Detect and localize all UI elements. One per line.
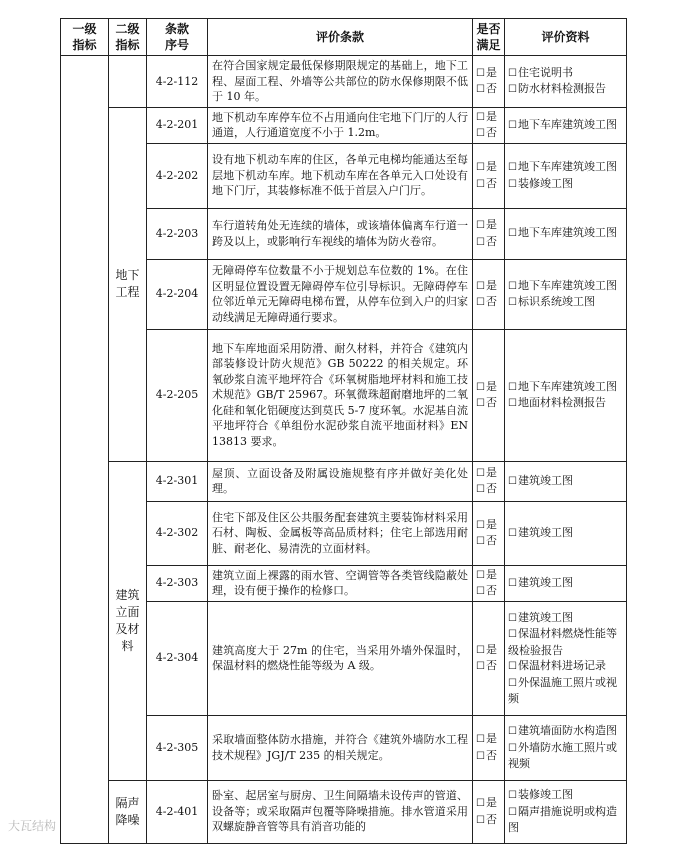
checkbox-icon[interactable]: ☐	[476, 536, 485, 547]
checkbox-icon[interactable]: ☐	[508, 398, 517, 409]
checkbox-icon[interactable]: ☐	[508, 612, 517, 624]
clause-content: 设有地下机动车库的住区，各单元电梯均能通达至每层地下机动车库。地下机动车库在各单元入口处设有地下门厅，其装修标准不低于首层入户门厅。	[208, 143, 473, 208]
yes-label: 是	[485, 517, 497, 531]
level2-cell	[109, 461, 147, 780]
level2-label-line: 工程	[115, 285, 140, 299]
header-material: 评价资料	[505, 19, 627, 56]
checkbox-icon[interactable]: ☐	[476, 467, 485, 479]
material-item[interactable]	[508, 379, 623, 396]
material-label: 建筑竣工图	[517, 575, 573, 589]
checkbox-icon[interactable]: ☐	[476, 236, 485, 248]
checkbox-icon[interactable]: ☐	[508, 84, 517, 96]
checkbox-icon[interactable]: ☐	[476, 734, 485, 745]
material-item[interactable]	[508, 81, 623, 98]
material-cell	[505, 461, 627, 501]
material-item[interactable]	[508, 723, 623, 740]
material-cell	[505, 601, 627, 715]
no-option[interactable]	[476, 533, 501, 550]
material-item[interactable]	[508, 626, 623, 658]
material-label: 装修竣工图	[517, 788, 573, 802]
level2-label-line: 地下	[115, 268, 140, 282]
yes-no-cell	[473, 208, 505, 259]
yes-option[interactable]	[476, 795, 501, 812]
clause-content: 无障碍停车位数量不小于规划总车位数的 1%。在住区明显位置设置无障碍停车位引导标识。无障碍停车位邻近单元无障碍电梯布置，从停车位到入户的归家动线满足无障碍通行要求。	[208, 259, 473, 329]
checkbox-icon[interactable]: ☐	[508, 806, 517, 818]
material-item[interactable]	[508, 225, 623, 242]
material-label: 隔声措施说明或构造图	[508, 804, 617, 835]
yes-option[interactable]	[476, 159, 501, 176]
clause-content: 采取墙面整体防水措施，并符合《建筑外墙防水工程技术规程》JGJ/T 235 的相关规定。	[208, 715, 473, 780]
checkbox-icon[interactable]: ☐	[476, 297, 485, 308]
clause-content: 车行道转角处无连续的墙体，或该墙体偏离车行道一跨及以上，或影响行车视线的墙体为防火卷帘。	[208, 208, 473, 259]
material-label: 地下车库建筑竣工图	[517, 117, 617, 131]
checkbox-icon[interactable]: ☐	[508, 629, 517, 640]
material-item[interactable]	[508, 176, 623, 193]
yes-option[interactable]	[476, 731, 501, 748]
material-item[interactable]	[508, 804, 623, 836]
no-label: 否	[485, 534, 497, 547]
clause-code: 4-2-204	[147, 259, 208, 329]
checkbox-icon[interactable]: ☐	[508, 661, 517, 672]
material-label: 地面材料检测报告	[517, 396, 606, 409]
yes-label: 是	[485, 65, 497, 79]
no-option[interactable]	[476, 81, 501, 98]
yes-no-cell	[473, 143, 505, 208]
material-item[interactable]	[508, 294, 623, 311]
clause-code: 4-2-304	[147, 601, 208, 715]
checkbox-icon[interactable]: ☐	[476, 798, 485, 809]
checkbox-icon[interactable]: ☐	[476, 519, 485, 531]
no-option[interactable]	[476, 234, 501, 251]
level2-label-line: 立面	[115, 604, 140, 619]
yes-label: 是	[485, 278, 497, 292]
clause-code: 4-2-303	[147, 565, 208, 601]
yes-option[interactable]	[476, 379, 501, 396]
checkbox-icon[interactable]: ☐	[476, 162, 485, 173]
no-label: 否	[485, 234, 497, 248]
no-option[interactable]	[476, 395, 501, 412]
yes-option[interactable]	[476, 217, 501, 234]
yes-option[interactable]	[476, 465, 501, 482]
no-option[interactable]	[476, 125, 501, 142]
checkbox-icon[interactable]: ☐	[476, 586, 485, 597]
clause-content: 地下机动车库停车位不占用通向住宅地下门厅的人行通道，人行通道宽度不小于 1.2m。	[208, 107, 473, 143]
level2-label-line: 隔声	[115, 795, 140, 810]
material-cell	[505, 715, 627, 780]
yes-no-cell	[473, 565, 505, 601]
yes-option[interactable]	[476, 109, 501, 126]
yes-no-cell	[473, 329, 505, 461]
yes-label: 是	[485, 109, 497, 123]
clause-content: 建筑立面上裸露的雨水管、空调管等各类管线隐蔽处理，设有便于操作的检修口。	[208, 565, 473, 601]
level2-label-line: 降噪	[115, 812, 140, 827]
yes-no-cell	[473, 107, 505, 143]
material-item[interactable]	[508, 787, 623, 804]
no-label: 否	[485, 482, 497, 495]
checkbox-icon[interactable]: ☐	[508, 726, 517, 738]
yes-label: 是	[485, 567, 497, 581]
checkbox-icon[interactable]: ☐	[476, 84, 485, 96]
checkbox-icon[interactable]: ☐	[508, 297, 517, 308]
checkbox-icon[interactable]: ☐	[476, 178, 485, 190]
material-label: 住宅说明书	[517, 65, 573, 79]
checkbox-icon[interactable]: ☐	[476, 644, 485, 656]
no-label: 否	[485, 176, 497, 190]
clause-code: 4-2-201	[147, 107, 208, 143]
material-label: 建筑竣工图	[517, 525, 573, 539]
no-option[interactable]	[476, 481, 501, 498]
material-label: 保温材料燃烧性能等级检验报告	[508, 627, 617, 657]
yes-label: 是	[485, 642, 497, 656]
checkbox-icon[interactable]: ☐	[476, 750, 485, 762]
level2-cell	[109, 780, 147, 843]
checkbox-icon[interactable]: ☐	[508, 677, 517, 689]
material-label: 保温材料进场记录	[517, 659, 606, 672]
checkbox-icon[interactable]: ☐	[508, 280, 517, 292]
table-row	[61, 107, 627, 143]
material-cell	[505, 259, 627, 329]
checkbox-icon[interactable]: ☐	[476, 381, 485, 393]
material-item[interactable]	[508, 675, 623, 707]
material-item[interactable]	[508, 395, 623, 412]
yes-label: 是	[485, 465, 497, 479]
level2-cell-empty	[109, 56, 147, 108]
yes-no-cell	[473, 715, 505, 780]
material-label: 外保温施工照片或视频	[508, 675, 617, 705]
material-label: 装修竣工图	[517, 176, 573, 190]
yes-option[interactable]	[476, 278, 501, 295]
clause-content: 卧室、起居室与厨房、卫生间隔墙未设传声的管道、设备等；或采取隔声包覆等降噪措施。排水管道采用双螺旋静音管等具有消音功能的	[208, 780, 473, 843]
no-option[interactable]	[476, 294, 501, 311]
checkbox-icon[interactable]: ☐	[476, 67, 485, 79]
no-option[interactable]	[476, 658, 501, 675]
no-label: 否	[485, 812, 497, 826]
checkbox-icon[interactable]: ☐	[508, 790, 517, 802]
material-label: 地下车库建筑竣工图	[517, 278, 617, 292]
clause-code: 4-2-205	[147, 329, 208, 461]
no-option[interactable]	[476, 748, 501, 765]
clause-code: 4-2-305	[147, 715, 208, 780]
material-item[interactable]	[508, 159, 623, 176]
evaluation-table	[60, 18, 627, 844]
yes-label: 是	[485, 160, 497, 173]
yes-label: 是	[485, 218, 497, 231]
yes-option[interactable]	[476, 567, 501, 584]
material-label: 防水材料检测报告	[517, 82, 606, 96]
checkbox-icon[interactable]: ☐	[476, 128, 485, 139]
material-cell	[505, 107, 627, 143]
checkbox-icon[interactable]: ☐	[476, 814, 485, 826]
clause-code: 4-2-202	[147, 143, 208, 208]
clause-content: 住宅下部及住区公共服务配套建筑主要装饰材料采用石材、陶板、金属板等高品质材料；住宅上部选用耐脏、耐老化、易清洗的立面材料。	[208, 501, 473, 565]
checkbox-icon[interactable]: ☐	[508, 742, 517, 754]
material-cell	[505, 780, 627, 843]
header-row	[61, 19, 627, 56]
material-label: 地下车库建筑竣工图	[517, 226, 617, 240]
checkbox-icon[interactable]: ☐	[476, 220, 485, 231]
checkbox-icon[interactable]: ☐	[476, 661, 485, 672]
checkbox-icon[interactable]: ☐	[476, 398, 485, 409]
yes-label: 是	[485, 379, 497, 393]
checkbox-icon[interactable]: ☐	[508, 67, 517, 79]
no-label: 否	[485, 748, 497, 762]
material-item[interactable]	[508, 658, 623, 675]
level2-label-line: 料	[121, 638, 134, 653]
header-level1: 一级 指标	[61, 19, 109, 56]
yes-no-cell	[473, 501, 505, 565]
material-item[interactable]	[508, 575, 623, 592]
yes-option[interactable]	[476, 65, 501, 82]
checkbox-icon[interactable]: ☐	[476, 111, 485, 123]
no-option[interactable]	[476, 812, 501, 829]
material-item[interactable]	[508, 525, 623, 542]
level1-cell	[61, 56, 109, 844]
header-level2: 二级 指标	[109, 19, 147, 56]
table-row	[61, 56, 627, 108]
clause-code: 4-2-203	[147, 208, 208, 259]
clause-code: 4-2-302	[147, 501, 208, 565]
yes-no-cell	[473, 780, 505, 843]
no-label: 否	[485, 659, 497, 672]
yes-no-cell	[473, 259, 505, 329]
checkbox-icon[interactable]: ☐	[476, 280, 485, 292]
checkbox-icon[interactable]: ☐	[508, 577, 517, 589]
no-label: 否	[485, 82, 497, 96]
no-label: 否	[485, 396, 497, 409]
level2-label-line: 建筑	[115, 587, 140, 602]
checkbox-icon[interactable]: ☐	[476, 569, 485, 581]
watermark: 大瓦结构	[8, 819, 57, 833]
material-label: 外墙防水施工照片或视频	[508, 740, 617, 771]
clause-code: 4-2-301	[147, 461, 208, 501]
checkbox-icon[interactable]: ☐	[476, 484, 485, 495]
header-content: 评价条款	[208, 19, 473, 56]
checkbox-icon[interactable]: ☐	[508, 162, 517, 173]
clause-code: 4-2-401	[147, 780, 208, 843]
clause-code: 4-2-112	[147, 56, 208, 108]
checkbox-icon[interactable]: ☐	[508, 527, 517, 539]
yes-option[interactable]	[476, 517, 501, 534]
clause-content: 地下车库地面采用防滑、耐久材料，并符合《建筑内部装修设计防火规范》GB 50222 的相关规定。环氧砂浆自流平地坪符合《环氧树脂地坪材料和施工技术规范》GB/T 25967。环氧微珠超耐磨地坪的二氧化硅和氧化铝硬度达到莫氏 5-7 度环氧。水泥基自流平地坪符合《单组份水泥砂浆自流平地面材料》EN 13813 要求。	[208, 329, 473, 461]
checkbox-icon[interactable]: ☐	[508, 381, 517, 393]
material-cell	[505, 56, 627, 108]
material-label: 建筑竣工图	[517, 610, 573, 624]
checkbox-icon[interactable]: ☐	[508, 228, 517, 240]
material-cell	[505, 501, 627, 565]
material-item[interactable]	[508, 65, 623, 82]
checkbox-icon[interactable]: ☐	[508, 178, 517, 190]
no-label: 否	[485, 295, 497, 308]
level2-cell	[109, 107, 147, 461]
material-cell	[505, 208, 627, 259]
material-item[interactable]	[508, 473, 623, 490]
clause-content: 在符合国家规定最低保修期限规定的基础上，地下工程、屋面工程、外墙等公共部位的防水保修期限不低于 10 年。	[208, 56, 473, 108]
level2-label-line: 及材	[115, 621, 140, 636]
material-item[interactable]	[508, 740, 623, 772]
no-label: 否	[485, 126, 497, 139]
material-label: 地下车库建筑竣工图	[517, 379, 617, 393]
clause-content: 屋顶、立面设备及附属设施规整有序并做好美化处理。	[208, 461, 473, 501]
checkbox-icon[interactable]: ☐	[508, 119, 517, 131]
yes-no-cell	[473, 56, 505, 108]
material-label: 建筑竣工图	[517, 473, 573, 487]
material-label: 地下车库建筑竣工图	[517, 160, 617, 173]
yes-label: 是	[485, 796, 497, 809]
material-item[interactable]	[508, 278, 623, 295]
material-item[interactable]	[508, 610, 623, 627]
material-cell	[505, 143, 627, 208]
no-option[interactable]	[476, 583, 501, 600]
table-row	[61, 461, 627, 501]
yes-option[interactable]	[476, 642, 501, 659]
header-yn: 是否 满足	[473, 19, 505, 56]
material-item[interactable]	[508, 117, 623, 134]
checkbox-icon[interactable]: ☐	[508, 475, 517, 487]
no-option[interactable]	[476, 176, 501, 193]
yes-no-cell	[473, 461, 505, 501]
no-label: 否	[485, 584, 497, 597]
material-cell	[505, 329, 627, 461]
material-label: 标识系统竣工图	[517, 295, 595, 308]
material-cell	[505, 565, 627, 601]
yes-no-cell	[473, 601, 505, 715]
material-label: 建筑墙面防水构造图	[517, 724, 617, 738]
table-row	[61, 780, 627, 843]
clause-content: 建筑高度大于 27m 的住宅，当采用外墙外保温时，保温材料的燃烧性能等级为 A 级。	[208, 601, 473, 715]
header-code: 条款 序号	[147, 19, 208, 56]
yes-label: 是	[485, 732, 497, 745]
